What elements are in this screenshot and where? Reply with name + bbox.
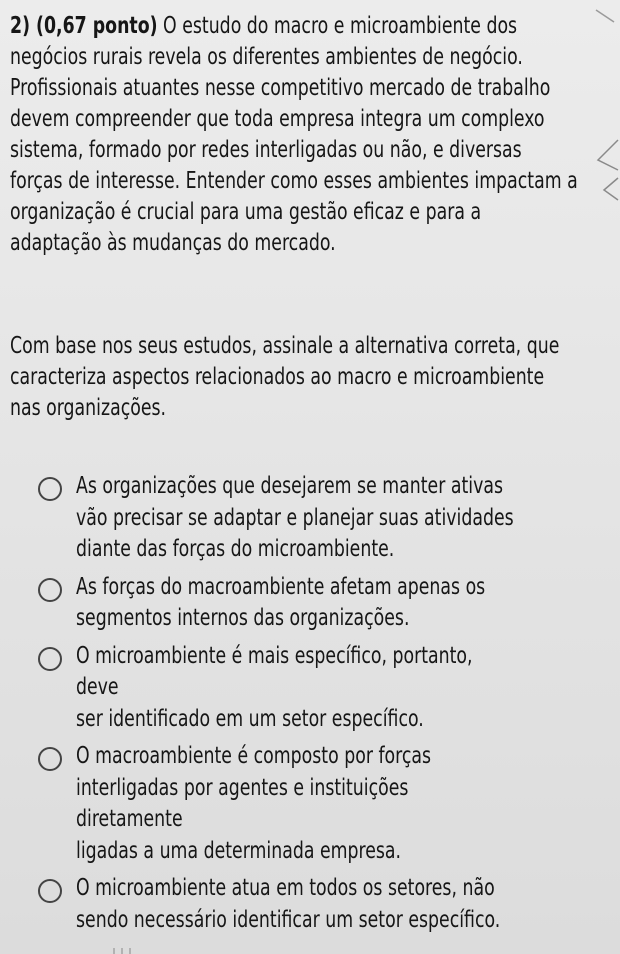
answer-option-3[interactable] <box>38 640 618 735</box>
option-line: diante das forças do microambiente. <box>76 534 395 562</box>
radio-button-icon[interactable] <box>38 578 62 602</box>
question-line-5: forças de interesse. Entender como esses ambientes impactam a <box>10 166 578 194</box>
answer-option-text <box>76 470 520 565</box>
question-line-4: sistema, formado por redes interligadas ou não, e diversas <box>10 135 522 163</box>
option-line: O macroambiente é composto por forças <box>76 741 432 769</box>
option-line: ligadas a uma determinada empresa. <box>76 835 402 864</box>
radio-button-icon[interactable] <box>38 879 62 903</box>
answer-option-text <box>76 872 520 935</box>
bottom-edge-decoration <box>110 946 140 954</box>
prompt-line-1: caracteriza aspectos relacionados ao macro e microambiente <box>10 362 545 390</box>
question-line-1: negócios rurais revela os diferentes ambientes de negócio. <box>10 42 523 70</box>
option-line: As organizações que desejarem se manter ativas <box>76 471 503 499</box>
radio-button-icon[interactable] <box>38 647 62 671</box>
answer-option-2[interactable] <box>38 571 618 634</box>
answer-option-text <box>76 640 520 735</box>
option-line: O microambiente é mais específico, portanto, deve <box>76 640 473 700</box>
question-line-7: adaptação às mudanças do mercado. <box>10 228 336 256</box>
option-line: O microambiente atua em todos os setores, não <box>76 873 495 901</box>
question-line-6: organização é crucial para uma gestão eficaz e para a <box>10 197 482 225</box>
answer-options <box>38 470 618 941</box>
option-line: ser identificado em um setor específico. <box>76 703 424 732</box>
radio-button-icon[interactable] <box>38 477 62 501</box>
question-line-0 <box>10 10 600 41</box>
option-line: interligadas por agentes e instituições diretamente <box>76 772 409 832</box>
question-line-text: O estudo do macro e microambiente dos <box>163 11 518 39</box>
option-line: As forças do macroambiente afetam apenas os <box>76 571 486 600</box>
question-line-3: devem compreender que toda empresa integra um complexo <box>10 104 545 132</box>
option-line: segmentos internos das organizações. <box>76 603 410 631</box>
answer-option-1[interactable] <box>38 470 618 565</box>
answer-option-4[interactable] <box>38 740 618 866</box>
question-number-points: 2) (0,67 ponto) <box>10 11 158 39</box>
prompt-line-0: Com base nos seus estudos, assinale a alternativa correta, que <box>10 331 560 359</box>
option-line: sendo necessário identificar um setor específico. <box>76 904 501 933</box>
answer-option-text <box>76 571 520 634</box>
prompt-line-2: nas organizações. <box>10 393 167 421</box>
question-line-2: Profissionais atuantes nesse competitivo mercado de trabalho <box>10 73 551 101</box>
radio-button-icon[interactable] <box>38 747 62 771</box>
question-prompt <box>10 330 600 423</box>
answer-option-text <box>76 740 520 866</box>
option-line: vão precisar se adaptar e planejar suas atividades <box>76 502 514 531</box>
question-text <box>10 10 600 258</box>
answer-option-5[interactable] <box>38 872 618 935</box>
